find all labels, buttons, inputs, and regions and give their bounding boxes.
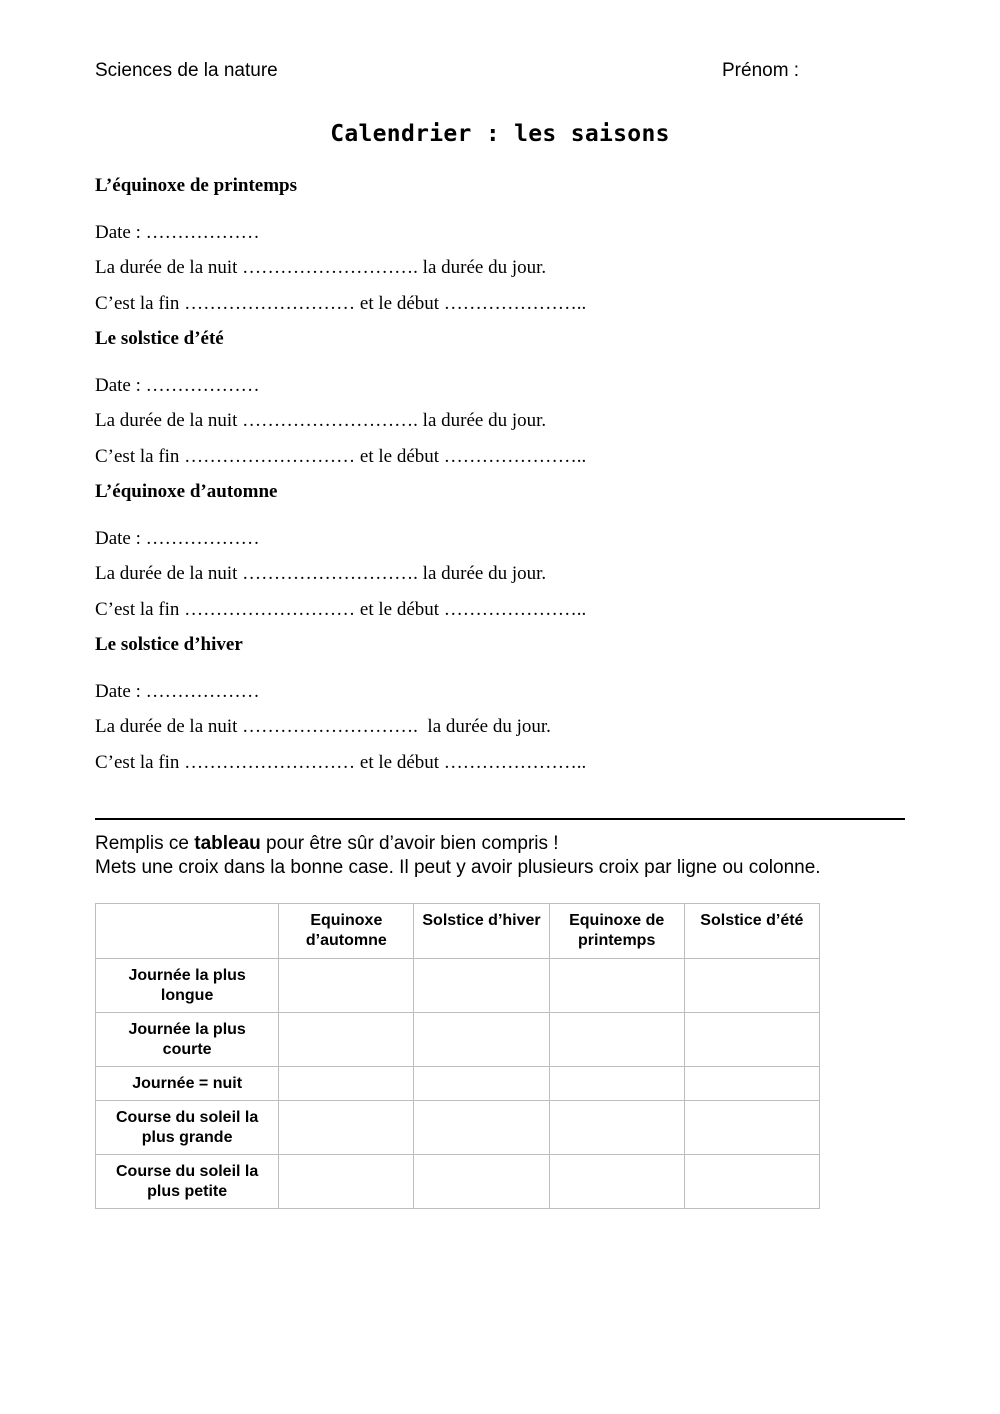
answer-cell[interactable] xyxy=(414,1101,549,1155)
row-header: Journée la plus longue xyxy=(96,959,279,1013)
season-end-line: C’est la fin ……………………… et le début ………………….. xyxy=(95,446,587,467)
night-duration-line: La durée de la nuit ………………………. la durée du jour. xyxy=(95,716,551,737)
answer-cell[interactable] xyxy=(414,1067,549,1101)
section-heading-autumn-equinox: L’équinoxe d’automne xyxy=(95,481,278,502)
night-duration-line: La durée de la nuit ………………………. la durée du jour. xyxy=(95,257,547,278)
column-header: Equinoxe de printemps xyxy=(549,904,684,959)
date-line: Date : ……………… xyxy=(95,222,260,243)
instruction-text: Remplis ce xyxy=(95,833,195,854)
answer-cell[interactable] xyxy=(414,1013,549,1067)
answer-cell[interactable] xyxy=(684,1067,819,1101)
answer-cell[interactable] xyxy=(684,1155,819,1209)
column-header: Solstice d’hiver xyxy=(414,904,549,959)
season-end-line: C’est la fin ……………………… et le début ………………….. xyxy=(95,752,587,773)
seasons-table xyxy=(95,903,820,1209)
answer-cell[interactable] xyxy=(279,1101,414,1155)
row-header: Course du soleil la plus grande xyxy=(96,1101,279,1155)
answer-cell[interactable] xyxy=(549,1013,684,1067)
answer-cell[interactable] xyxy=(279,1013,414,1067)
table-corner-cell xyxy=(96,904,279,959)
date-line: Date : ……………… xyxy=(95,528,260,549)
answer-cell[interactable] xyxy=(414,1155,549,1209)
answer-cell[interactable] xyxy=(549,959,684,1013)
instruction-line-2: Mets une croix dans la bonne case. Il peut y avoir plusieurs croix par ligne ou colonne. xyxy=(95,857,821,878)
table-row xyxy=(96,1013,820,1067)
table-row xyxy=(96,1067,820,1101)
instruction-bold-word: tableau xyxy=(194,833,261,854)
answer-cell[interactable] xyxy=(684,959,819,1013)
season-end-line: C’est la fin ……………………… et le début ………………….. xyxy=(95,599,587,620)
section-heading-winter-solstice: Le solstice d’hiver xyxy=(95,634,243,655)
page-title: Calendrier : les saisons xyxy=(330,121,670,147)
first-name-label: Prénom : xyxy=(722,60,800,81)
column-header: Equinoxe d’automne xyxy=(279,904,414,959)
night-duration-line: La durée de la nuit ………………………. la durée du jour. xyxy=(95,563,547,584)
date-line: Date : ……………… xyxy=(95,375,260,396)
answer-cell[interactable] xyxy=(279,1067,414,1101)
row-header: Journée la plus courte xyxy=(96,1013,279,1067)
table-row xyxy=(96,959,820,1013)
table-row xyxy=(96,1155,820,1209)
instruction-line-1 xyxy=(95,833,559,855)
night-duration-line: La durée de la nuit ………………………. la durée du jour. xyxy=(95,410,547,431)
column-header: Solstice d’été xyxy=(684,904,819,959)
answer-cell[interactable] xyxy=(414,959,549,1013)
answer-cell[interactable] xyxy=(279,1155,414,1209)
answer-cell[interactable] xyxy=(549,1067,684,1101)
answer-cell[interactable] xyxy=(684,1101,819,1155)
section-heading-summer-solstice: Le solstice d’été xyxy=(95,328,224,349)
subject-label: Sciences de la nature xyxy=(95,60,278,81)
table-row xyxy=(96,1101,820,1155)
row-header: Journée = nuit xyxy=(96,1067,279,1101)
answer-cell[interactable] xyxy=(279,959,414,1013)
section-heading-spring-equinox: L’équinoxe de printemps xyxy=(95,175,297,196)
divider xyxy=(95,818,905,820)
row-header: Course du soleil la plus petite xyxy=(96,1155,279,1209)
instruction-text: pour être sûr d’avoir bien compris ! xyxy=(260,833,559,854)
date-line: Date : ……………… xyxy=(95,681,260,702)
season-end-line: C’est la fin ……………………… et le début ………………….. xyxy=(95,293,587,314)
table-header-row xyxy=(96,904,820,959)
answer-cell[interactable] xyxy=(549,1155,684,1209)
answer-cell[interactable] xyxy=(684,1013,819,1067)
answer-cell[interactable] xyxy=(549,1101,684,1155)
